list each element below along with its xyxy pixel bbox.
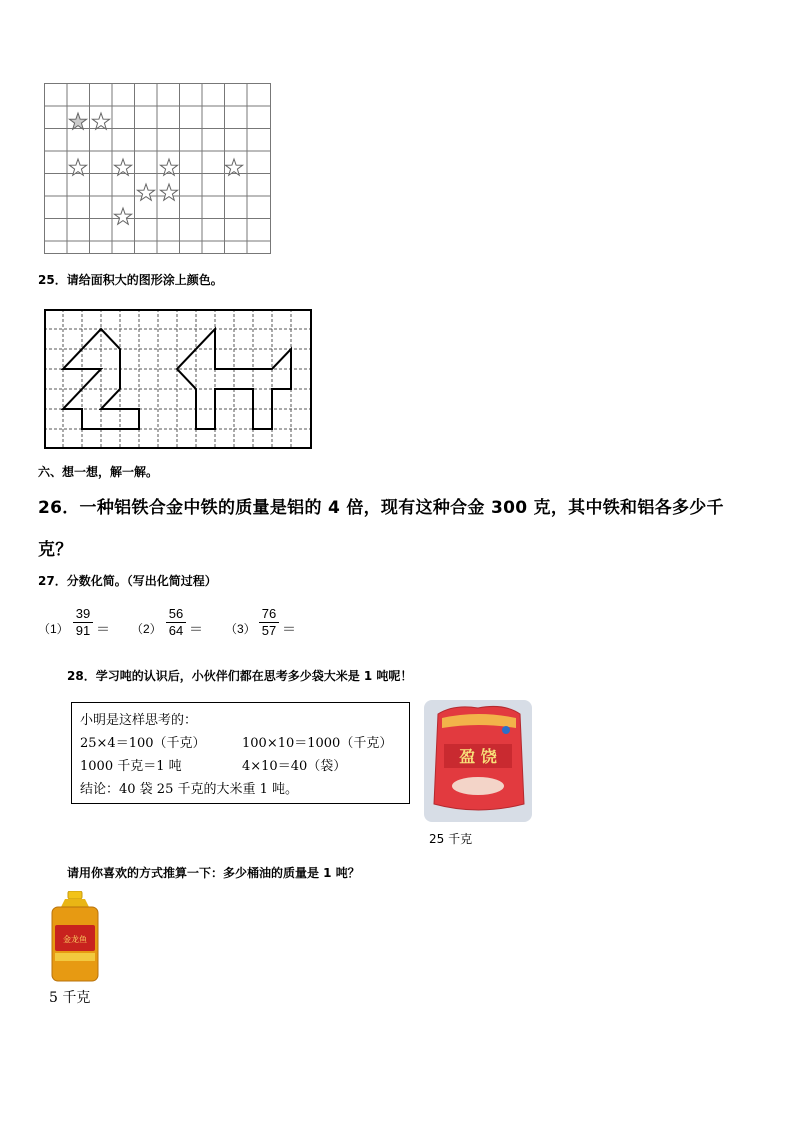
oil-bottle-image <box>49 891 101 983</box>
box-line-2a: 25×4＝100（千克） <box>80 736 206 751</box>
q26-line1: 26．一种铝铁合金中铁的质量是铝的 4 倍，现有这种合金 300 克，其中铁和铝各多少千 <box>38 498 724 518</box>
xiaoming-thinking-box <box>71 702 410 804</box>
box-line-3b: 4×10＝40（袋） <box>242 759 347 774</box>
box-line-1: 小明是这样思考的： <box>80 713 198 728</box>
q26-line2: 克？ <box>38 540 73 560</box>
fraction-3 <box>259 606 279 639</box>
rice-bag-image <box>424 700 532 822</box>
q25-label: 25．请给面积大的图形涂上颜色。 <box>38 273 223 287</box>
area-figures <box>44 309 314 450</box>
star-grid-figure <box>44 83 272 255</box>
box-line-2b: 100×10＝1000（千克） <box>242 736 393 751</box>
star-icon <box>92 113 109 129</box>
fraction-3-numerator: 76 <box>261 606 277 621</box>
star-icon <box>160 184 177 200</box>
star-icon <box>114 208 131 224</box>
fraction-1 <box>73 606 93 639</box>
fraction-2-numerator: 56 <box>168 606 184 621</box>
star-icon <box>225 159 242 175</box>
fraction-3-denominator: 57 <box>261 623 277 638</box>
star-icon <box>137 184 154 200</box>
box-line-3a: 1000 千克＝1 吨 <box>80 759 182 774</box>
q27-label: 27．分数化简。（写出化简过程） <box>38 574 217 588</box>
star-icon <box>69 113 86 129</box>
star-icon <box>114 159 131 175</box>
fraction-1-numerator: 39 <box>75 606 91 621</box>
oil-label-text: 金龙鱼 <box>63 935 87 944</box>
section-title: 六、想一想，解一解。 <box>38 465 159 479</box>
rice-bag-brand: 盈 饶 <box>459 747 497 766</box>
fraction-2-denominator: 64 <box>168 623 184 638</box>
q28-label: 28．学习吨的认识后，小伙伴们都在思考多少袋大米是 1 吨呢！ <box>67 669 413 683</box>
q28-question: 请用你喜欢的方式推算一下：多少桶油的质量是 1 吨？ <box>67 866 360 880</box>
fraction-1-denominator: 91 <box>75 623 91 638</box>
fraction-2 <box>166 606 186 639</box>
oil-bottle-caption: 5 千克 <box>49 990 91 1006</box>
box-line-4: 结论：40 袋 25 千克的大米重 1 吨。 <box>80 782 299 797</box>
q27-item1-prefix: （1） <box>38 622 69 636</box>
star-icon <box>160 159 177 175</box>
q27-item2-prefix: （2） <box>131 622 162 636</box>
star-icon <box>69 159 86 175</box>
q27-item3-prefix: （3） <box>225 622 256 636</box>
q27-item2-equals: ＝ <box>189 621 203 637</box>
rice-bag-caption: 25 千克 <box>429 832 473 846</box>
q27-item1-equals: ＝ <box>96 621 110 637</box>
q27-item3-equals: ＝ <box>282 621 296 637</box>
